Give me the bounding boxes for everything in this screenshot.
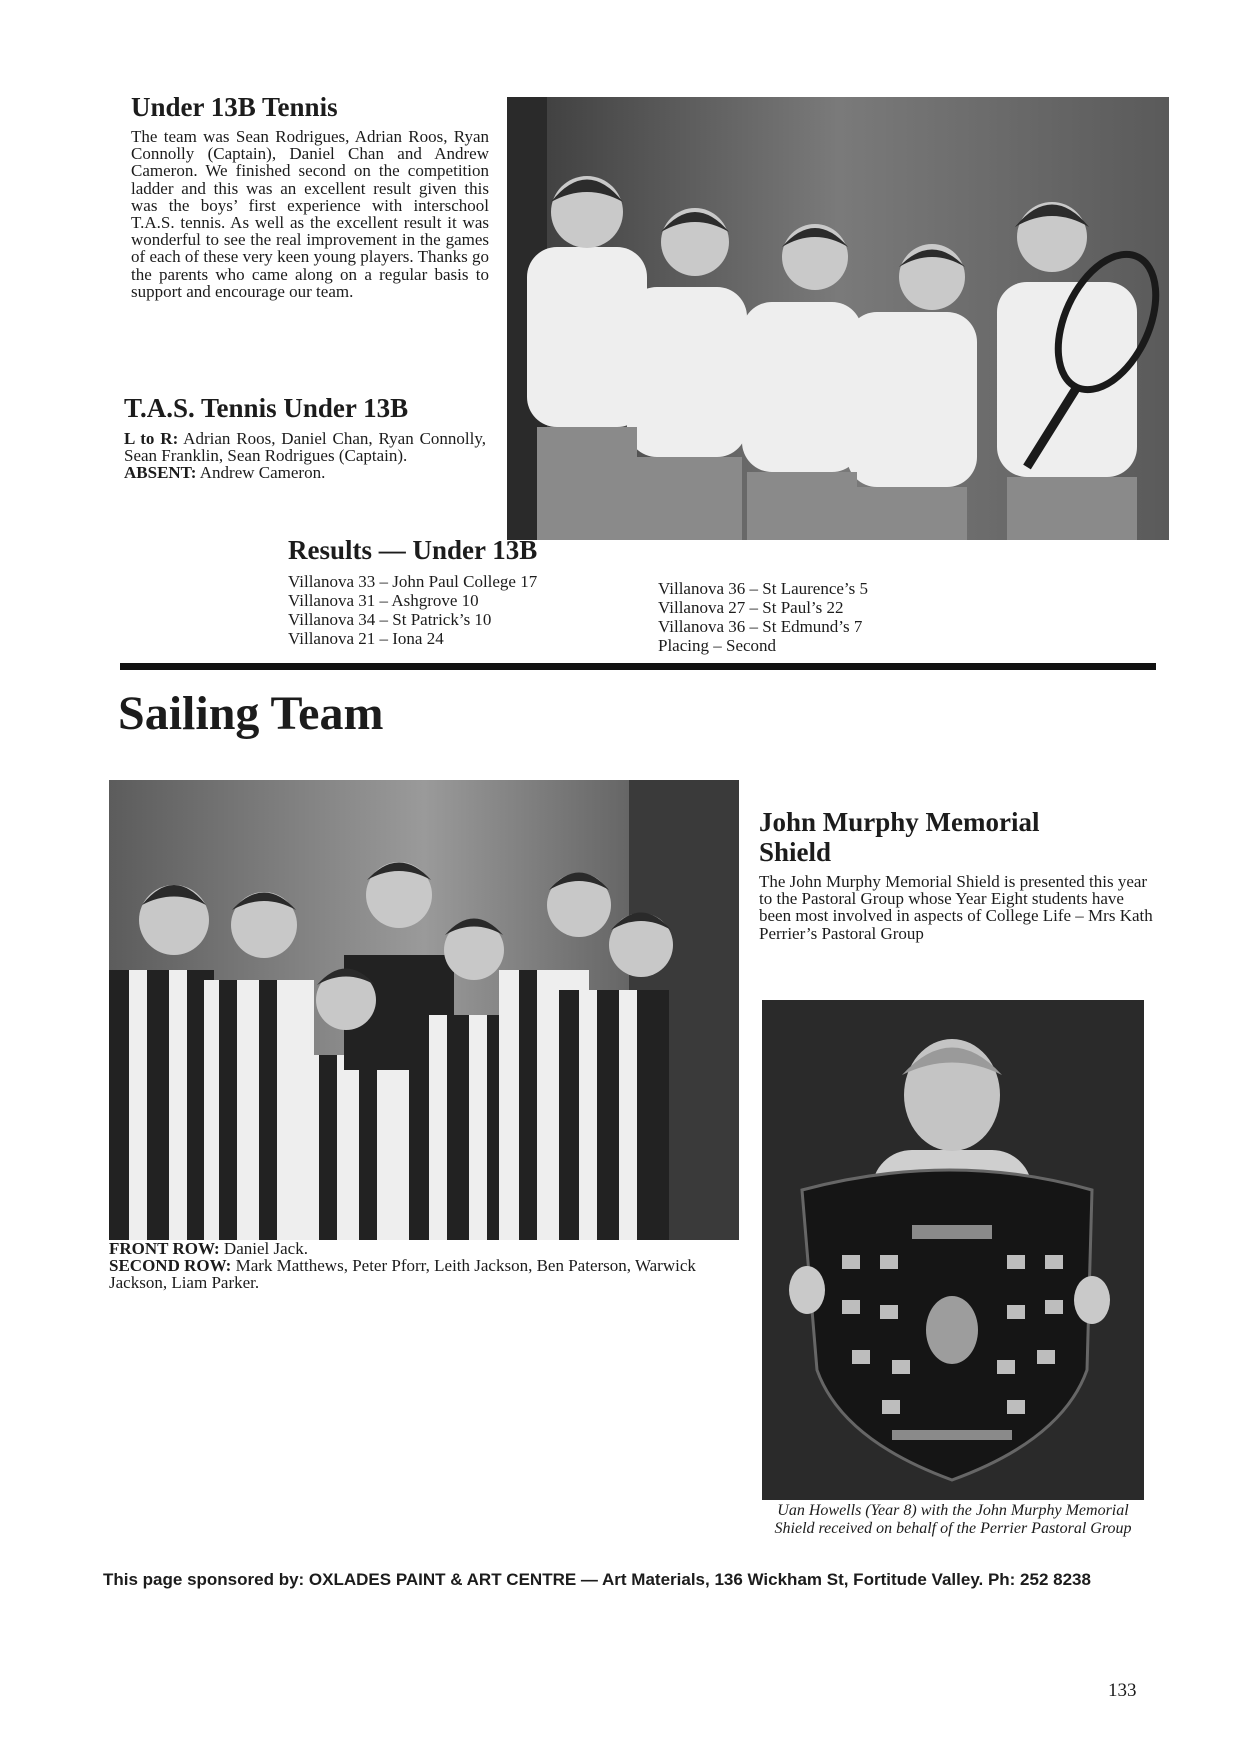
second-row-names: Mark Matthews, Peter Pforr, Leith Jackson, Ben Paterson, Warwick Jackson, Liam Parker. <box>109 1256 696 1293</box>
sponsor-line: This page sponsored by: OXLADES PAINT & ART CENTRE — Art Materials, 136 Wickham St, Fortitude Valley. Ph: 252 8238 <box>103 1570 1091 1589</box>
front-row-label: FRONT ROW: <box>109 1239 220 1258</box>
shield-photo-caption: Uan Howells (Year 8) with the John Murphy Memorial Shield received on behalf of the Perrier Pastoral Group <box>774 1502 1132 1537</box>
result-line: Villanova 33 – John Paul College 17 <box>288 572 538 591</box>
result-line: Villanova 36 – St Edmund’s 7 <box>658 617 863 636</box>
absent-names: Andrew Cameron. <box>196 463 326 483</box>
result-line: Placing – Second <box>658 636 777 655</box>
result-line: Villanova 27 – St Paul’s 22 <box>658 598 844 617</box>
result-line: Villanova 36 – St Laurence’s 5 <box>658 579 869 598</box>
shield-text: The John Murphy Memorial Shield is presented this year to the Pastoral Group whose Year Eight students have been most involved in aspects of College Life – Mrs Kath Perrier’s Pastoral Group <box>759 872 1153 943</box>
sailing-team-photo <box>109 780 739 1240</box>
shield-photo <box>762 1000 1144 1500</box>
lr-names: Adrian Roos, Daniel Chan, Ryan Connolly, Sean Franklin, Sean Rodrigues (Captain). <box>124 429 486 466</box>
second-row-label: SECOND ROW: <box>109 1256 232 1276</box>
tennis-photo-heading: T.A.S. Tennis Under 13B <box>124 393 409 423</box>
lr-label: L to R: <box>124 429 179 448</box>
results-heading: Results — Under 13B <box>288 535 538 565</box>
result-line: Villanova 34 – St Patrick’s 10 <box>288 610 492 629</box>
result-line: Villanova 31 – Ashgrove 10 <box>288 591 479 610</box>
sailing-photo-caption <box>109 1240 739 1292</box>
tennis-team-photo <box>507 97 1169 540</box>
tennis-heading: Under 13B Tennis <box>131 92 338 122</box>
section-divider <box>120 663 1156 670</box>
results-right-column <box>658 579 868 655</box>
shield-heading: John Murphy Memorial Shield <box>759 807 1040 867</box>
front-row-names: Daniel Jack. <box>219 1239 308 1258</box>
page-number: 133 <box>1108 1680 1137 1701</box>
tennis-photo-caption <box>124 430 486 482</box>
results-left-column <box>288 572 537 648</box>
tennis-report-text: The team was Sean Rodrigues, Adrian Roos, Ryan Connolly (Captain), Daniel Chan and Andrew Cameron. We finished second on the competition ladder and this was an excellent result given this was the boys’ first experience with interschool T.A.S. tennis. As well as the excellent result it was wonderful to see the real improvement in the games of each of these very keen young players. Thanks go the parents who came along on a regular basis to support and encourage our team. <box>131 127 489 301</box>
result-line: Villanova 21 – Iona 24 <box>288 629 444 648</box>
sailing-heading: Sailing Team <box>118 687 384 740</box>
absent-label: ABSENT: <box>124 463 197 483</box>
